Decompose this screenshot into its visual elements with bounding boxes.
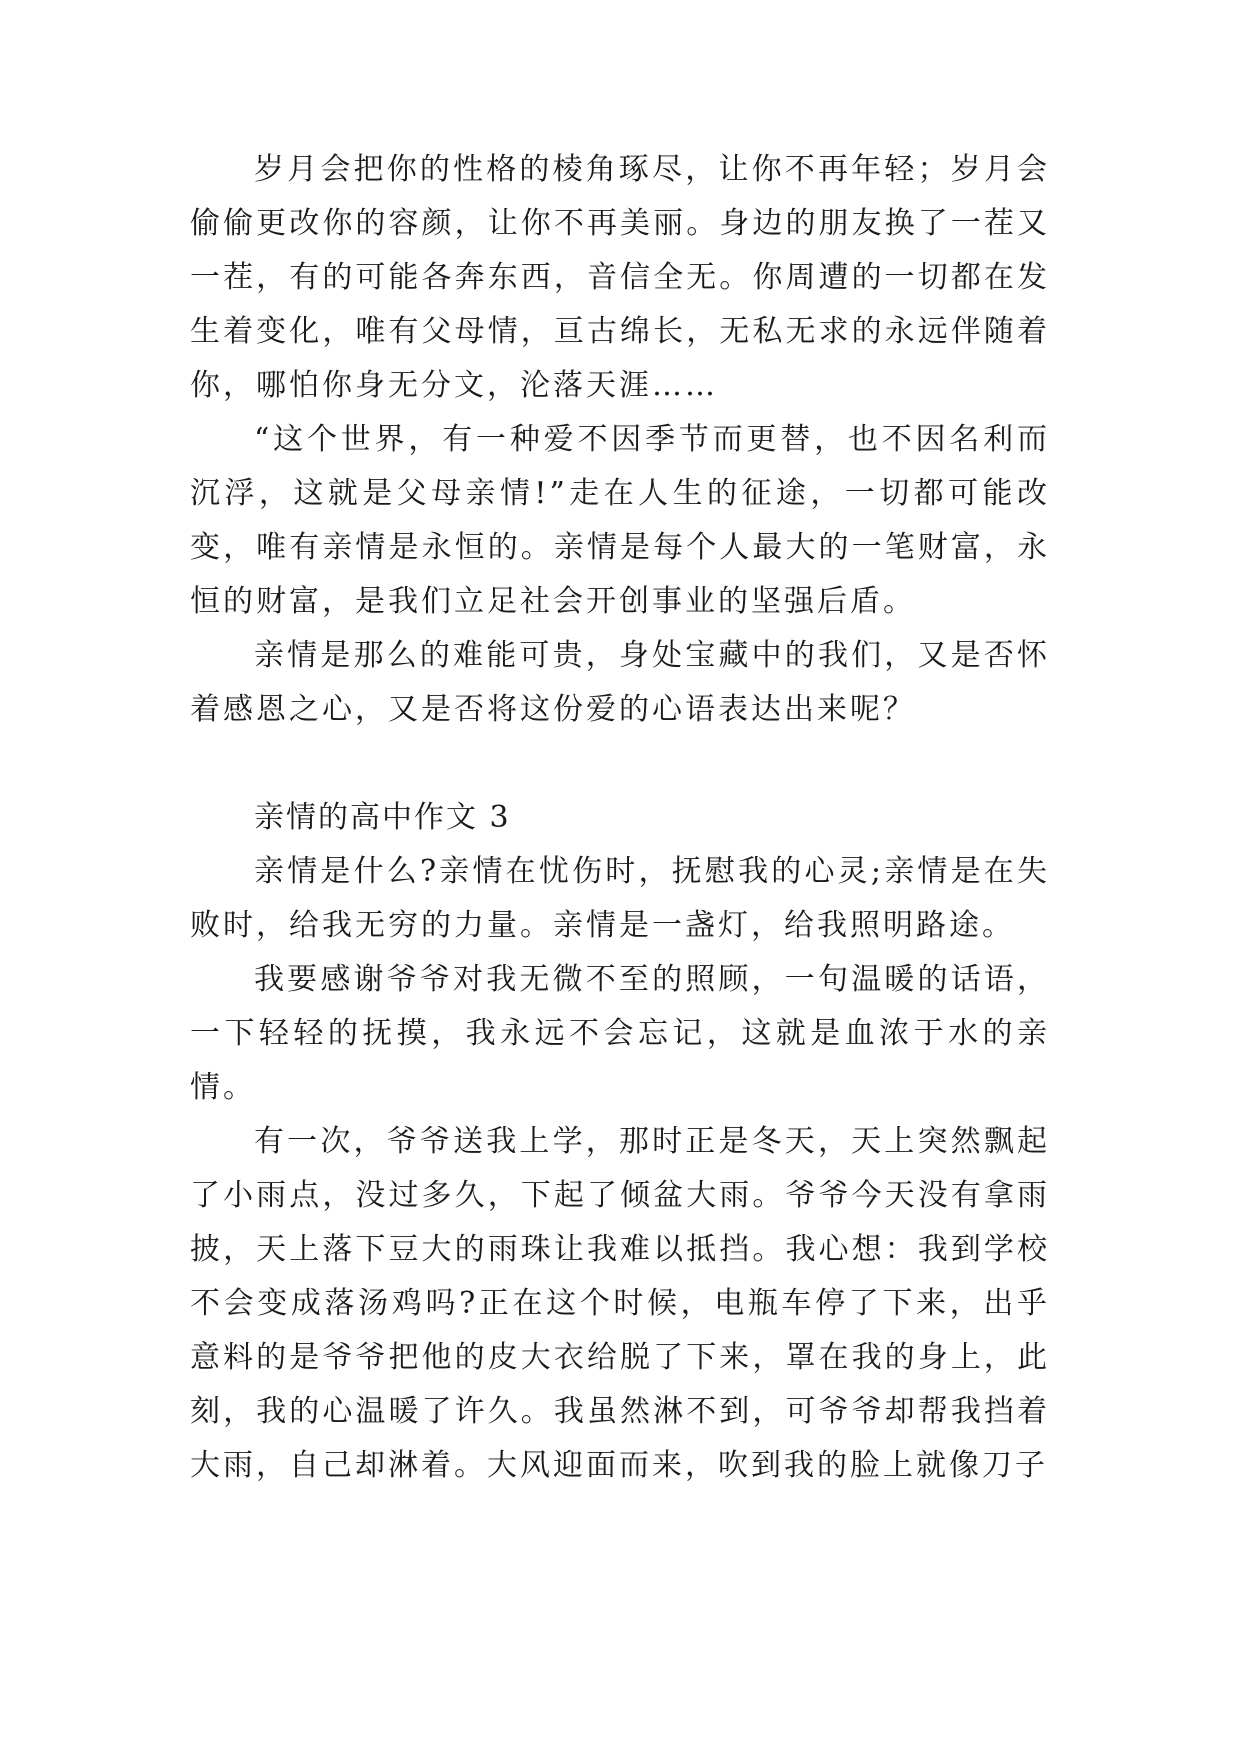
section-title: 亲情的高中作文 3: [254, 800, 511, 835]
section-spacer: [190, 737, 1050, 791]
paragraph: 有一次，爷爷送我上学，那时正是冬天，天上突然飘起了小雨点，没过多久，下起了倾盆大雨。爷爷今天没有拿雨披，天上落下豆大的雨珠让我难以抵挡。我心想：我到学校不会变成落汤鸡吗?正在这个时候，电瓶车停了下来，出乎意料的是爷爷把他的皮大衣给脱了下来，罩在我的身上，此刻，我的心温暖了许久。我虽然淋不到，可爷爷却帮我挡着大雨，自己却淋着。大风迎面而来，吹到我的脸上就像刀子: [190, 1124, 1050, 1483]
paragraph: 我要感谢爷爷对我无微不至的照顾，一句温暖的话语，一下轻轻的抚摸，我永远不会忘记，这就是血浓于水的亲情。: [190, 962, 1050, 1105]
paragraph: “这个世界，有一种爱不因季节而更替，也不因名利而沉浮，这就是父母亲情!”走在人生的征途，一切都可能改变，唯有亲情是永恒的。亲情是每个人最大的一笔财富，永恒的财富，是我们立足社会开创事业的坚强后盾。: [190, 422, 1050, 619]
essay-body: [190, 143, 1050, 1493]
paragraph: 亲情是那么的难能可贵，身处宝藏中的我们，又是否怀着感恩之心，又是否将这份爱的心语表达出来呢？: [190, 638, 1050, 727]
paragraph: 岁月会把你的性格的棱角琢尽，让你不再年轻；岁月会偷偷更改你的容颜，让你不再美丽。身边的朋友换了一茬又一茬，有的可能各奔东西，音信全无。你周遭的一切都在发生着变化，唯有父母情，亘古绵长，无私无求的永远伴随着你，哪怕你身无分文，沦落天涯……: [190, 152, 1050, 403]
paragraph: 亲情是什么?亲情在忧伤时，抚慰我的心灵;亲情是在失败时，给我无穷的力量。亲情是一盏灯，给我照明路途。: [190, 854, 1050, 943]
